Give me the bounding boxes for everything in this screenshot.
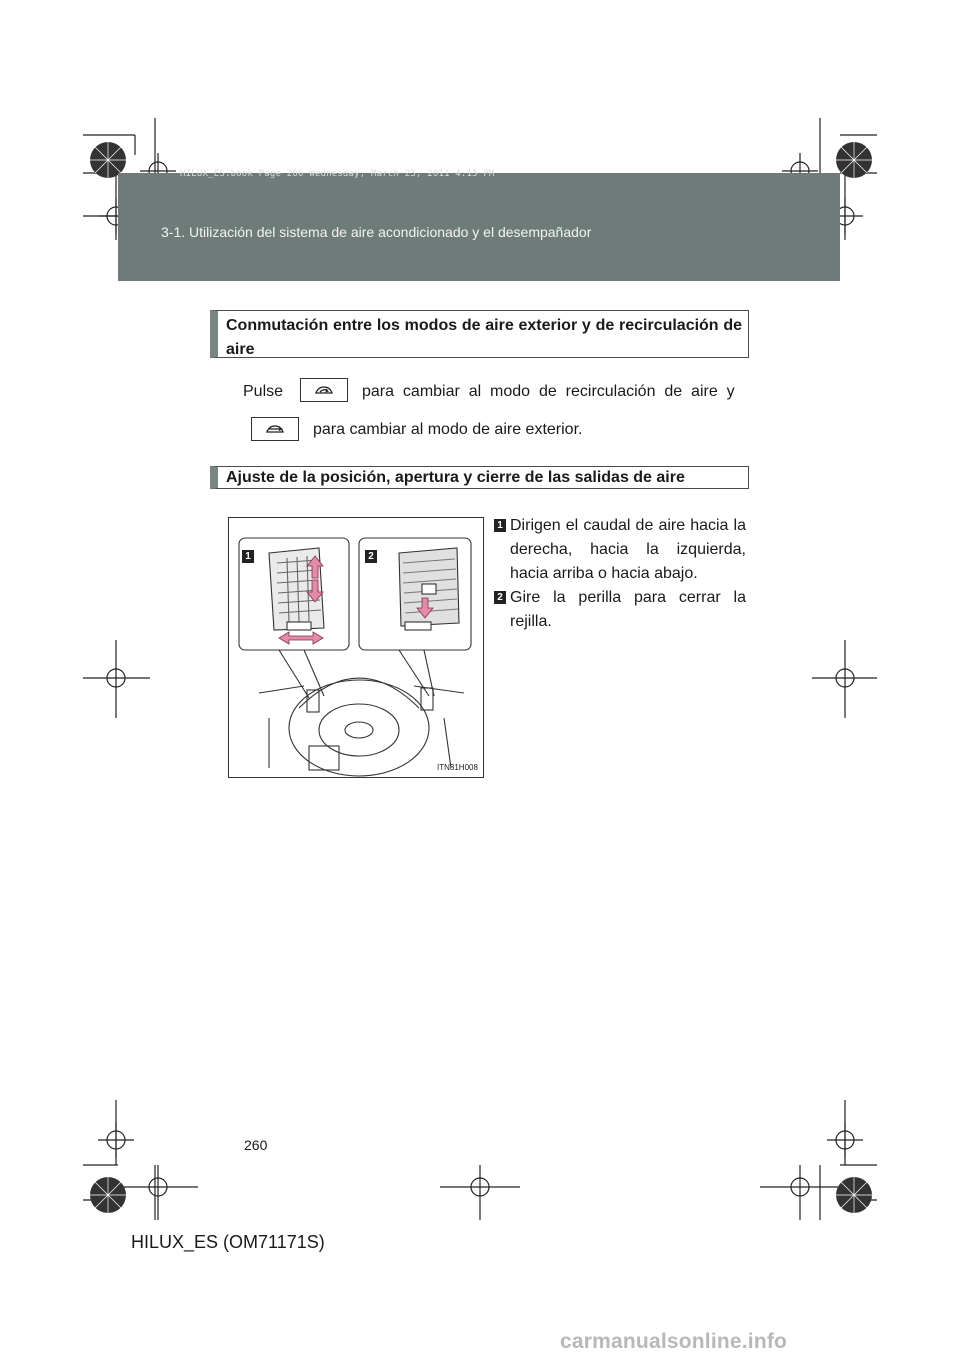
dashboard-vent-illustration [229,518,483,777]
watermark: carmanualsonline.info [560,1330,788,1353]
section-title: 3-1. Utilización del sistema de aire acondicionado y el desempañador [161,224,592,240]
outside-air-text: para cambiar al modo de aire exterior. [313,421,583,438]
figure-label-1: 1 [242,550,254,563]
list-number-1: 1 [494,519,506,532]
page-number: 260 [244,1137,268,1153]
recirculation-button[interactable] [300,378,348,402]
list-item-2: Gire la perilla para cerrar la rejilla. [510,589,746,630]
heading-air-mode-switch: Conmutación entre los modos de aire exterior y de recirculación de aire [210,310,749,358]
outside-air-button[interactable] [251,417,299,441]
list-number-2: 2 [494,591,506,604]
pulse-label: Pulse [243,383,284,400]
vent-figure [228,517,484,778]
figure-label-2: 2 [365,550,377,563]
outside-air-mode-icon [264,423,286,435]
figure-code: ITN31H008 [437,763,478,772]
document-code: HILUX_ES (OM71171S) [131,1232,325,1252]
book-stamp: HILUX_ES.book Page 260 Wednesday, March 23, 2011 4:15 PM [180,169,495,179]
list-item-1: Dirigen el caudal de aire hacia la derecha, hacia la izquierda, hacia arriba o hacia abajo. [510,517,746,582]
recirculation-text: para cambiar al modo de recirculación de aire y [362,383,735,400]
heading-vent-adjustment: Ajuste de la posición, apertura y cierre de las salidas de aire [210,466,749,489]
recirculation-mode-icon [313,384,335,396]
